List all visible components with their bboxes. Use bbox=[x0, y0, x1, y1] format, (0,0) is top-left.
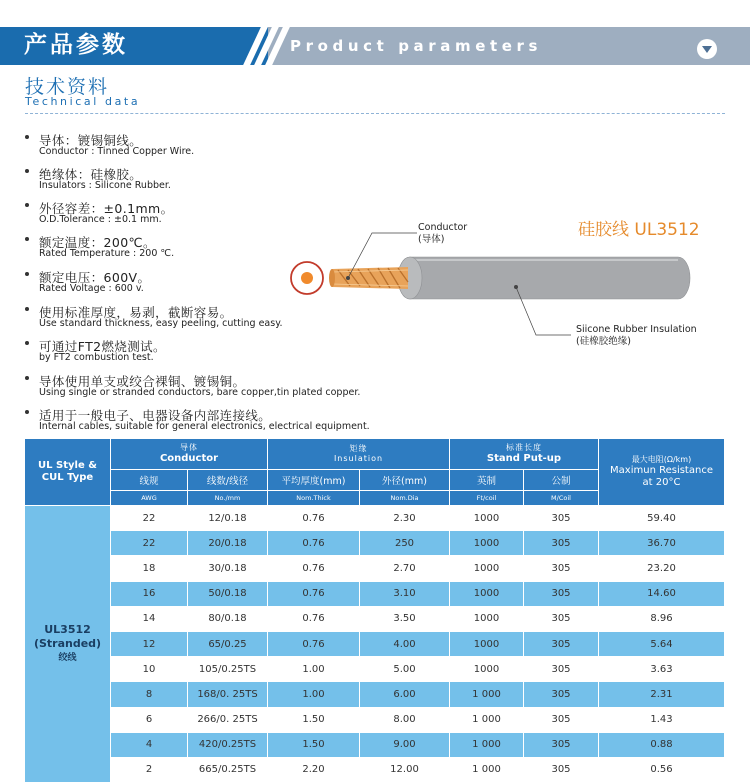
cell-m: 305 bbox=[524, 581, 599, 606]
header-put-up bbox=[450, 439, 599, 470]
page-title: 产品参数 bbox=[24, 32, 128, 58]
header-thick-cn: 平均厚度(mm) bbox=[268, 470, 360, 491]
style-cell bbox=[25, 506, 111, 783]
spec-cn: 额定电压：600V。 bbox=[39, 270, 151, 285]
cell-awg: 8 bbox=[111, 682, 188, 707]
cell-strand: 420/0.25TS bbox=[188, 732, 268, 757]
cell-resistance: 0.56 bbox=[599, 757, 725, 782]
header-style-line1: UL Style & bbox=[38, 460, 97, 471]
cell-resistance: 5.64 bbox=[599, 631, 725, 656]
cell-ft: 1000 bbox=[450, 556, 524, 581]
style-name: UL3512 bbox=[44, 623, 91, 637]
cell-dia: 8.00 bbox=[360, 707, 450, 732]
cell-resistance: 2.31 bbox=[599, 682, 725, 707]
cell-resistance: 3.63 bbox=[599, 657, 725, 682]
table-row bbox=[25, 682, 725, 707]
header-thick-en: Nom.Thick bbox=[268, 491, 360, 506]
header-awg-cn: 线规 bbox=[111, 470, 188, 491]
cell-dia: 250 bbox=[360, 531, 450, 556]
section-subtitle: Technical data bbox=[25, 95, 141, 108]
cell-awg: 4 bbox=[111, 732, 188, 757]
cell-dia: 12.00 bbox=[360, 757, 450, 782]
table-row bbox=[25, 531, 725, 556]
cell-ft: 1000 bbox=[450, 581, 524, 606]
header-dia-en: Nom.Dia bbox=[360, 491, 450, 506]
table-row bbox=[25, 556, 725, 581]
header-style-line2: CUL Type bbox=[41, 472, 94, 483]
spec-en: Using single or stranded conductors, bare copper,tin plated copper. bbox=[39, 387, 361, 398]
bullet-icon bbox=[25, 135, 29, 139]
header-ft-en: Ft/coil bbox=[450, 491, 524, 506]
cell-awg: 22 bbox=[111, 506, 188, 531]
cell-dia: 2.70 bbox=[360, 556, 450, 581]
table-row bbox=[25, 707, 725, 732]
cell-strand: 266/0. 25TS bbox=[188, 707, 268, 732]
page-subtitle: Product parameters bbox=[290, 37, 543, 55]
cell-dia: 3.50 bbox=[360, 606, 450, 631]
bullet-icon bbox=[25, 307, 29, 311]
spec-cn: 导体：镀锡铜线。 bbox=[39, 133, 143, 148]
cell-m: 305 bbox=[524, 631, 599, 656]
cell-dia: 9.00 bbox=[360, 732, 450, 757]
spec-en: O.D.Tolerance : ±0.1 mm. bbox=[39, 214, 162, 225]
header-insulation-cn: 矩缘 bbox=[349, 444, 368, 453]
header-insulation-en: Insulation bbox=[333, 454, 384, 463]
spec-en: Rated Voltage : 600 v. bbox=[39, 283, 144, 294]
cell-strand: 80/0.18 bbox=[188, 606, 268, 631]
insulation-body bbox=[398, 257, 690, 299]
spec-en: Conductor : Tinned Copper Wire. bbox=[39, 146, 195, 157]
cell-resistance: 8.96 bbox=[599, 606, 725, 631]
header-resistance-en: Maximun Resistance bbox=[610, 465, 713, 476]
spec-cn: 使用标准厚度，易剥，截断容易。 bbox=[39, 305, 233, 320]
header-strand-cn: 线数/线径 bbox=[188, 470, 268, 491]
cell-dia: 6.00 bbox=[360, 682, 450, 707]
cell-awg: 2 bbox=[111, 757, 188, 782]
cell-resistance: 0.88 bbox=[599, 732, 725, 757]
cell-m: 305 bbox=[524, 682, 599, 707]
cell-ft: 1000 bbox=[450, 531, 524, 556]
cell-thick: 0.76 bbox=[268, 606, 360, 631]
header-conductor-en: Conductor bbox=[159, 453, 219, 464]
table-row bbox=[25, 606, 725, 631]
conductor-label-cn: (导体) bbox=[418, 234, 445, 245]
cell-thick: 1.00 bbox=[268, 657, 360, 682]
bullet-icon bbox=[25, 272, 29, 276]
spec-cn: 导体使用单支或绞合裸铜、镀锡铜。 bbox=[39, 374, 246, 389]
header-insulation bbox=[268, 439, 450, 470]
cell-awg: 18 bbox=[111, 556, 188, 581]
cell-dia: 3.10 bbox=[360, 581, 450, 606]
cell-ft: 1 000 bbox=[450, 682, 524, 707]
cell-m: 305 bbox=[524, 707, 599, 732]
header-conductor-cn: 导体 bbox=[180, 443, 198, 452]
header-put-up-cn: 标准长度 bbox=[506, 443, 542, 452]
header-style-type bbox=[25, 439, 111, 506]
cable-title: 硅胶线 UL3512 bbox=[578, 220, 700, 240]
cell-strand: 12/0.18 bbox=[188, 506, 268, 531]
cell-awg: 16 bbox=[111, 581, 188, 606]
header-resistance bbox=[599, 439, 725, 506]
header-put-up-en: Stand Put-up bbox=[486, 453, 562, 464]
cell-ft: 1 000 bbox=[450, 732, 524, 757]
cell-thick: 0.76 bbox=[268, 506, 360, 531]
cell-strand: 50/0.18 bbox=[188, 581, 268, 606]
cell-thick: 0.76 bbox=[268, 531, 360, 556]
cell-dia: 2.30 bbox=[360, 506, 450, 531]
style-cn: 绞线 bbox=[58, 653, 77, 664]
header-m-en: M/Coil bbox=[524, 491, 599, 506]
cell-awg: 14 bbox=[111, 606, 188, 631]
cell-strand: 665/0.25TS bbox=[188, 757, 268, 782]
cell-thick: 1.50 bbox=[268, 732, 360, 757]
cell-resistance: 14.60 bbox=[599, 581, 725, 606]
table-row bbox=[25, 757, 725, 782]
cell-awg: 22 bbox=[111, 531, 188, 556]
spec-cn: 可通过FT2燃烧测试。 bbox=[39, 339, 166, 354]
spec-en: Internal cables, suitable for general electronics, electrical equipment. bbox=[39, 421, 370, 432]
cell-m: 305 bbox=[524, 757, 599, 782]
cell-resistance: 59.40 bbox=[599, 506, 725, 531]
cell-awg: 6 bbox=[111, 707, 188, 732]
spec-en: Rated Temperature : 200 ℃. bbox=[39, 248, 175, 259]
cell-m: 305 bbox=[524, 506, 599, 531]
cell-strand: 30/0.18 bbox=[188, 556, 268, 581]
spec-table bbox=[24, 438, 725, 783]
cell-thick: 1.50 bbox=[268, 707, 360, 732]
spec-cn: 额定温度：200℃。 bbox=[39, 235, 156, 250]
header-strand-en: No./mm bbox=[188, 491, 268, 506]
cell-strand: 105/0.25TS bbox=[188, 657, 268, 682]
bullet-icon bbox=[25, 410, 29, 414]
cell-m: 305 bbox=[524, 657, 599, 682]
cell-thick: 0.76 bbox=[268, 631, 360, 656]
bullet-icon bbox=[25, 203, 29, 207]
table-row bbox=[25, 631, 725, 656]
cell-strand: 65/0.25 bbox=[188, 631, 268, 656]
header-m-cn: 公制 bbox=[524, 470, 599, 491]
cell-dia: 5.00 bbox=[360, 657, 450, 682]
cell-ft: 1 000 bbox=[450, 707, 524, 732]
cell-thick: 1.00 bbox=[268, 682, 360, 707]
cell-thick: 0.76 bbox=[268, 556, 360, 581]
section-divider bbox=[25, 113, 725, 114]
spec-cn: 适用于一般电子、电器设备内部连接线。 bbox=[39, 408, 272, 423]
cell-strand: 168/0. 25TS bbox=[188, 682, 268, 707]
bullet-icon bbox=[25, 237, 29, 241]
header-dia-cn: 外径(mm) bbox=[360, 470, 450, 491]
cell-thick: 0.76 bbox=[268, 581, 360, 606]
spec-en: Insulators : Silicone Rubber. bbox=[39, 180, 171, 191]
cell-strand: 20/0.18 bbox=[188, 531, 268, 556]
insulation-label-cn: (硅橡胶绝缘) bbox=[576, 336, 631, 347]
cell-resistance: 1.43 bbox=[599, 707, 725, 732]
bullet-icon bbox=[25, 376, 29, 380]
cross-section-core bbox=[301, 272, 313, 284]
table-row bbox=[25, 581, 725, 606]
spec-en: by FT2 combustion test. bbox=[39, 352, 154, 363]
cell-awg: 10 bbox=[111, 657, 188, 682]
cell-m: 305 bbox=[524, 606, 599, 631]
insulation-label: Siicone Rubber Insulation bbox=[576, 324, 697, 335]
cell-m: 305 bbox=[524, 531, 599, 556]
table-row bbox=[25, 657, 725, 682]
spec-cn: 绝缘体：硅橡胶。 bbox=[39, 167, 143, 182]
cell-awg: 12 bbox=[111, 631, 188, 656]
header-conductor bbox=[111, 439, 268, 470]
cell-ft: 1 000 bbox=[450, 757, 524, 782]
cell-ft: 1000 bbox=[450, 657, 524, 682]
cell-thick: 2.20 bbox=[268, 757, 360, 782]
bullet-icon bbox=[25, 169, 29, 173]
cell-ft: 1000 bbox=[450, 606, 524, 631]
table-row bbox=[25, 506, 725, 531]
chevron-down-icon[interactable] bbox=[697, 39, 717, 59]
cell-ft: 1000 bbox=[450, 631, 524, 656]
header-resistance-temp: at 20°C bbox=[642, 477, 681, 488]
cell-m: 305 bbox=[524, 556, 599, 581]
cell-dia: 4.00 bbox=[360, 631, 450, 656]
header-ft-cn: 英制 bbox=[450, 470, 524, 491]
spec-cn: 外径容差：±0.1mm。 bbox=[39, 201, 174, 216]
cell-resistance: 23.20 bbox=[599, 556, 725, 581]
cell-resistance: 36.70 bbox=[599, 531, 725, 556]
cell-m: 305 bbox=[524, 732, 599, 757]
bullet-icon bbox=[25, 341, 29, 345]
cell-ft: 1000 bbox=[450, 506, 524, 531]
cable-illustration bbox=[280, 220, 720, 360]
header-resistance-cn: 最大电阻(Ω/km) bbox=[631, 455, 692, 464]
table-row bbox=[25, 732, 725, 757]
header-awg-en: AWG bbox=[111, 491, 188, 506]
style-type: (Stranded) bbox=[33, 637, 102, 651]
conductor-label: Conductor bbox=[418, 222, 468, 233]
section-title: 技术资料 bbox=[25, 76, 110, 98]
spec-en: Use standard thickness, easy peeling, cutting easy. bbox=[39, 318, 283, 329]
